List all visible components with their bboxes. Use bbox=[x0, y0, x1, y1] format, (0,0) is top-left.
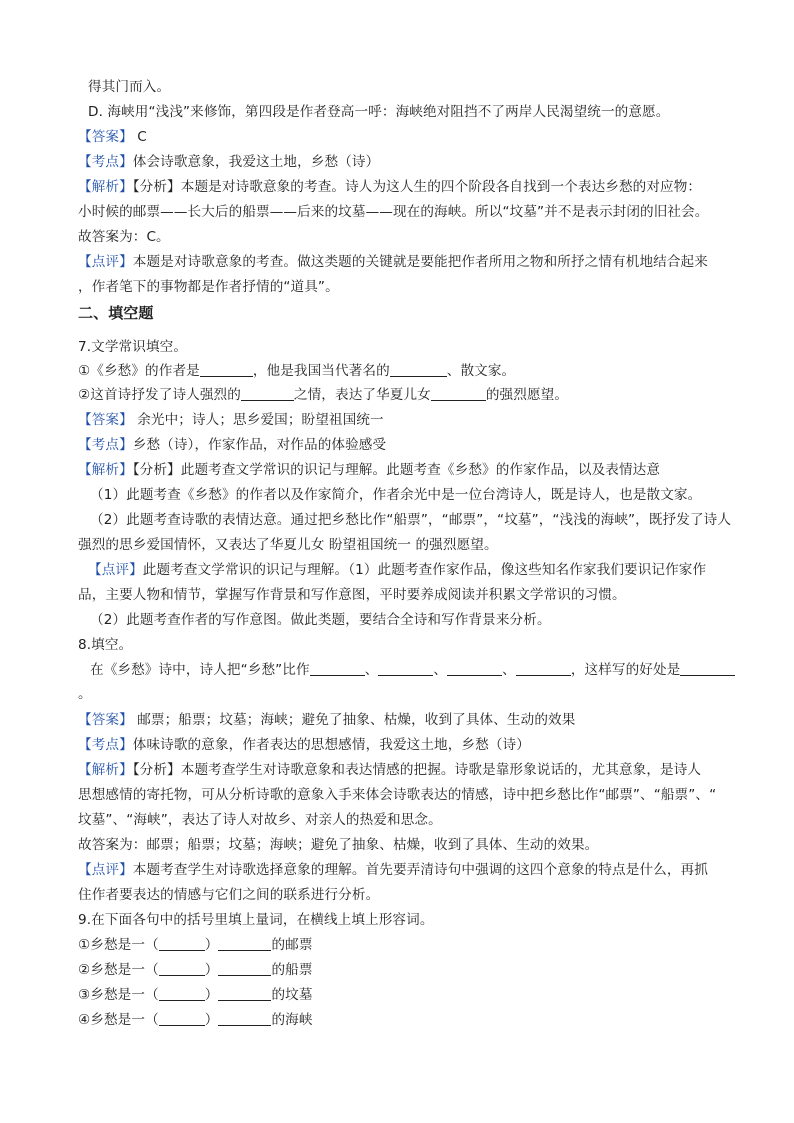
text-line: 得其门而入。 bbox=[88, 79, 171, 95]
fill-blank[interactable] bbox=[218, 1011, 271, 1026]
fill-blank[interactable] bbox=[159, 961, 205, 976]
text-line: 小时候的邮票——长大后的船票——后来的坟墓——现在的海峡。所以“坟墓”并不是表示封闭的旧社会。 bbox=[78, 204, 709, 220]
text-line: ，作者笔下的事物都是作者抒情的“道具”。 bbox=[78, 279, 339, 295]
kaodian-tag: 【考点】 bbox=[78, 437, 133, 453]
text: ） bbox=[204, 1012, 219, 1028]
jiexi-text: 【分析】本题考查学生对诗歌意象和表达情感的把握。诗歌是靠形象说话的，尤其意象，是诗人 bbox=[132, 762, 702, 778]
text: ，他是我国当代著名的 bbox=[252, 363, 390, 379]
kaodian-text: 体味诗歌的意象，作者表达的思想感情，我爱这土地，乡愁（诗） bbox=[132, 737, 530, 753]
jiexi-tag: 【解析】 bbox=[78, 462, 133, 478]
kaodian-text: 乡愁（诗），作家作品，对作品的体验感受 bbox=[132, 437, 387, 453]
fill-blank[interactable] bbox=[218, 986, 271, 1001]
text-line: （1）此题考查《乡愁》的作者以及作家简介，作者余光中是一位台湾诗人，既是诗人，也是散文家。 bbox=[90, 487, 702, 503]
text: ） bbox=[204, 987, 219, 1003]
question-9-item bbox=[78, 986, 313, 1004]
text: 、 bbox=[502, 662, 516, 678]
fill-blank[interactable] bbox=[218, 936, 271, 951]
dianping-tag: 【点评】 bbox=[78, 254, 133, 270]
fill-blank[interactable] bbox=[431, 386, 486, 401]
dianping-tag: 【点评】 bbox=[88, 562, 143, 578]
text-line: 。 bbox=[78, 686, 92, 702]
jiexi-text: 【分析】此题考查文学常识的识记与理解。此题考查《乡愁》的作家作品，以及表情达意 bbox=[132, 462, 661, 478]
text: 、 bbox=[433, 662, 448, 678]
text: 的海峡 bbox=[271, 1012, 313, 1028]
dianping-text: 此题考查文学常识的识记与理解。（1）此题考查作家作品，像这些知名作家我们要识记作家作 bbox=[142, 562, 707, 578]
option-d: D. 海峡用“浅浅”来修饰，第四段是作者登高一呼：海峡绝对阻挡不了两岸人民渴望统一的意愿。 bbox=[88, 104, 670, 120]
text: 乡愁是一（ bbox=[90, 962, 159, 978]
text-line: 故答案为：邮票；船票；坟墓；海峡；避免了抽象、枯燥，收到了具体、生动的效果。 bbox=[78, 837, 599, 853]
fill-blank[interactable] bbox=[218, 961, 271, 976]
fill-blank[interactable] bbox=[241, 386, 294, 401]
question-7-title: 7.文学常识填空。 bbox=[78, 339, 188, 355]
question-7-item-2 bbox=[78, 386, 568, 404]
item-number: ① bbox=[78, 937, 91, 953]
text: 乡愁是一（ bbox=[90, 1012, 159, 1028]
fill-blank[interactable] bbox=[516, 661, 571, 676]
jiexi-tag: 【解析】 bbox=[78, 762, 133, 778]
text: ②这首诗抒发了诗人强烈的 bbox=[78, 387, 241, 403]
text-line: 思想感情的寄托物，可从分析诗歌的意象入手来体会诗歌表达的情感，诗中把乡愁比作“邮票”、“船票”、“ bbox=[78, 787, 717, 803]
fill-blank[interactable] bbox=[159, 1011, 205, 1026]
answer-line bbox=[78, 711, 575, 729]
jiexi-line bbox=[78, 178, 701, 196]
fill-blank[interactable] bbox=[378, 661, 433, 676]
question-9-item bbox=[78, 961, 313, 979]
fill-blank[interactable] bbox=[390, 362, 447, 377]
question-8-line bbox=[90, 661, 735, 679]
question-7-item-1 bbox=[78, 362, 515, 380]
jiexi-line bbox=[78, 761, 701, 779]
item-number: ④ bbox=[78, 1012, 91, 1028]
answer-tag: 【答案】 bbox=[78, 412, 133, 428]
fill-blank[interactable] bbox=[159, 936, 205, 951]
answer-text: C bbox=[132, 129, 147, 145]
item-number: ③ bbox=[78, 987, 91, 1003]
text-line: 强烈的思乡爱国情怀，又表达了华夏儿女 盼望祖国统一 的强烈愿望。 bbox=[78, 537, 498, 553]
text: 的船票 bbox=[271, 962, 313, 978]
section-heading: 二、填空题 bbox=[78, 304, 154, 322]
question-9-title: 9.在下面各句中的括号里填上量词，在横线上填上形容词。 bbox=[78, 912, 434, 928]
jiexi-text: 【分析】本题是对诗歌意象的考查。诗人为这人生的四个阶段各自找到一个表达乡愁的对应物： bbox=[132, 179, 702, 195]
kaodian-line bbox=[78, 436, 386, 454]
text: 乡愁是一（ bbox=[90, 937, 159, 953]
answer-text: 邮票；船票；坟墓；海峡；避免了抽象、枯燥，收到了具体、生动的效果 bbox=[132, 712, 576, 728]
kaodian-tag: 【考点】 bbox=[78, 737, 133, 753]
answer-tag: 【答案】 bbox=[78, 712, 133, 728]
kaodian-line bbox=[78, 153, 379, 171]
dianping-text: 本题是对诗歌意象的考查。做这类题的关键就是要能把作者所用之物和所抒之情有机地结合起来 bbox=[132, 254, 708, 270]
text: 的强烈愿望。 bbox=[485, 387, 569, 403]
text: 、 bbox=[364, 662, 379, 678]
text: ，这样写的好处是 bbox=[570, 662, 681, 678]
jiexi-tag: 【解析】 bbox=[78, 179, 133, 195]
dianping-tag: 【点评】 bbox=[78, 862, 133, 878]
text-line: （2）此题考查诗歌的表情达意。通过把乡愁比作“船票”，“邮票”，“坟墓”，“浅浅的海峡”，既抒发了诗人 bbox=[90, 512, 732, 528]
answer-text: 余光中；诗人；思乡爱国；盼望祖国统一 bbox=[132, 412, 384, 428]
text: 之情，表达了华夏儿女 bbox=[293, 387, 431, 403]
text: ①《乡愁》的作者是 bbox=[78, 363, 200, 379]
answer-line bbox=[78, 411, 384, 429]
question-9-item bbox=[78, 936, 313, 954]
dianping-text: 本题考查学生对诗歌选择意象的理解。首先要弄清诗句中强调的这四个意象的特点是什么，再抓 bbox=[132, 862, 708, 878]
text-line: （2）此题考查作者的写作意图。做此类题，要结合全诗和写作背景来分析。 bbox=[90, 612, 551, 628]
text: 在《乡愁》诗中，诗人把“乡愁”比作 bbox=[90, 662, 310, 678]
text-line: 故答案为：C。 bbox=[78, 229, 170, 245]
kaodian-tag: 【考点】 bbox=[78, 154, 133, 170]
text: 、散文家。 bbox=[446, 363, 516, 379]
fill-blank[interactable] bbox=[200, 362, 253, 377]
dianping-line bbox=[78, 253, 708, 271]
jiexi-line bbox=[78, 461, 660, 479]
text-line: 坟墓”、“海峡”，表达了诗人对故乡、对亲人的热爱和思念。 bbox=[78, 812, 442, 828]
fill-blank[interactable] bbox=[447, 661, 502, 676]
text-line: 住作者要表达的情感与它们之间的联系进行分析。 bbox=[78, 887, 380, 903]
text: ） bbox=[204, 937, 219, 953]
answer-line bbox=[78, 128, 147, 146]
dianping-line bbox=[78, 861, 708, 879]
fill-blank[interactable] bbox=[310, 661, 365, 676]
dianping-line bbox=[88, 561, 706, 579]
question-9-item bbox=[78, 1011, 313, 1029]
fill-blank[interactable] bbox=[680, 661, 735, 676]
item-number: ② bbox=[78, 962, 91, 978]
question-8-title: 8.填空。 bbox=[78, 637, 133, 653]
text: 乡愁是一（ bbox=[90, 987, 159, 1003]
kaodian-text: 体会诗歌意象，我爱这土地，乡愁（诗） bbox=[132, 154, 380, 170]
text: 的坟墓 bbox=[271, 987, 313, 1003]
kaodian-line bbox=[78, 736, 530, 754]
text-line: 品，主要人物和情节，掌握写作背景和写作意图，平时要养成阅读并积累文学常识的习惯。 bbox=[78, 587, 626, 603]
text: 的邮票 bbox=[271, 937, 313, 953]
answer-tag: 【答案】 bbox=[78, 129, 133, 145]
fill-blank[interactable] bbox=[159, 986, 205, 1001]
text: ） bbox=[204, 962, 219, 978]
